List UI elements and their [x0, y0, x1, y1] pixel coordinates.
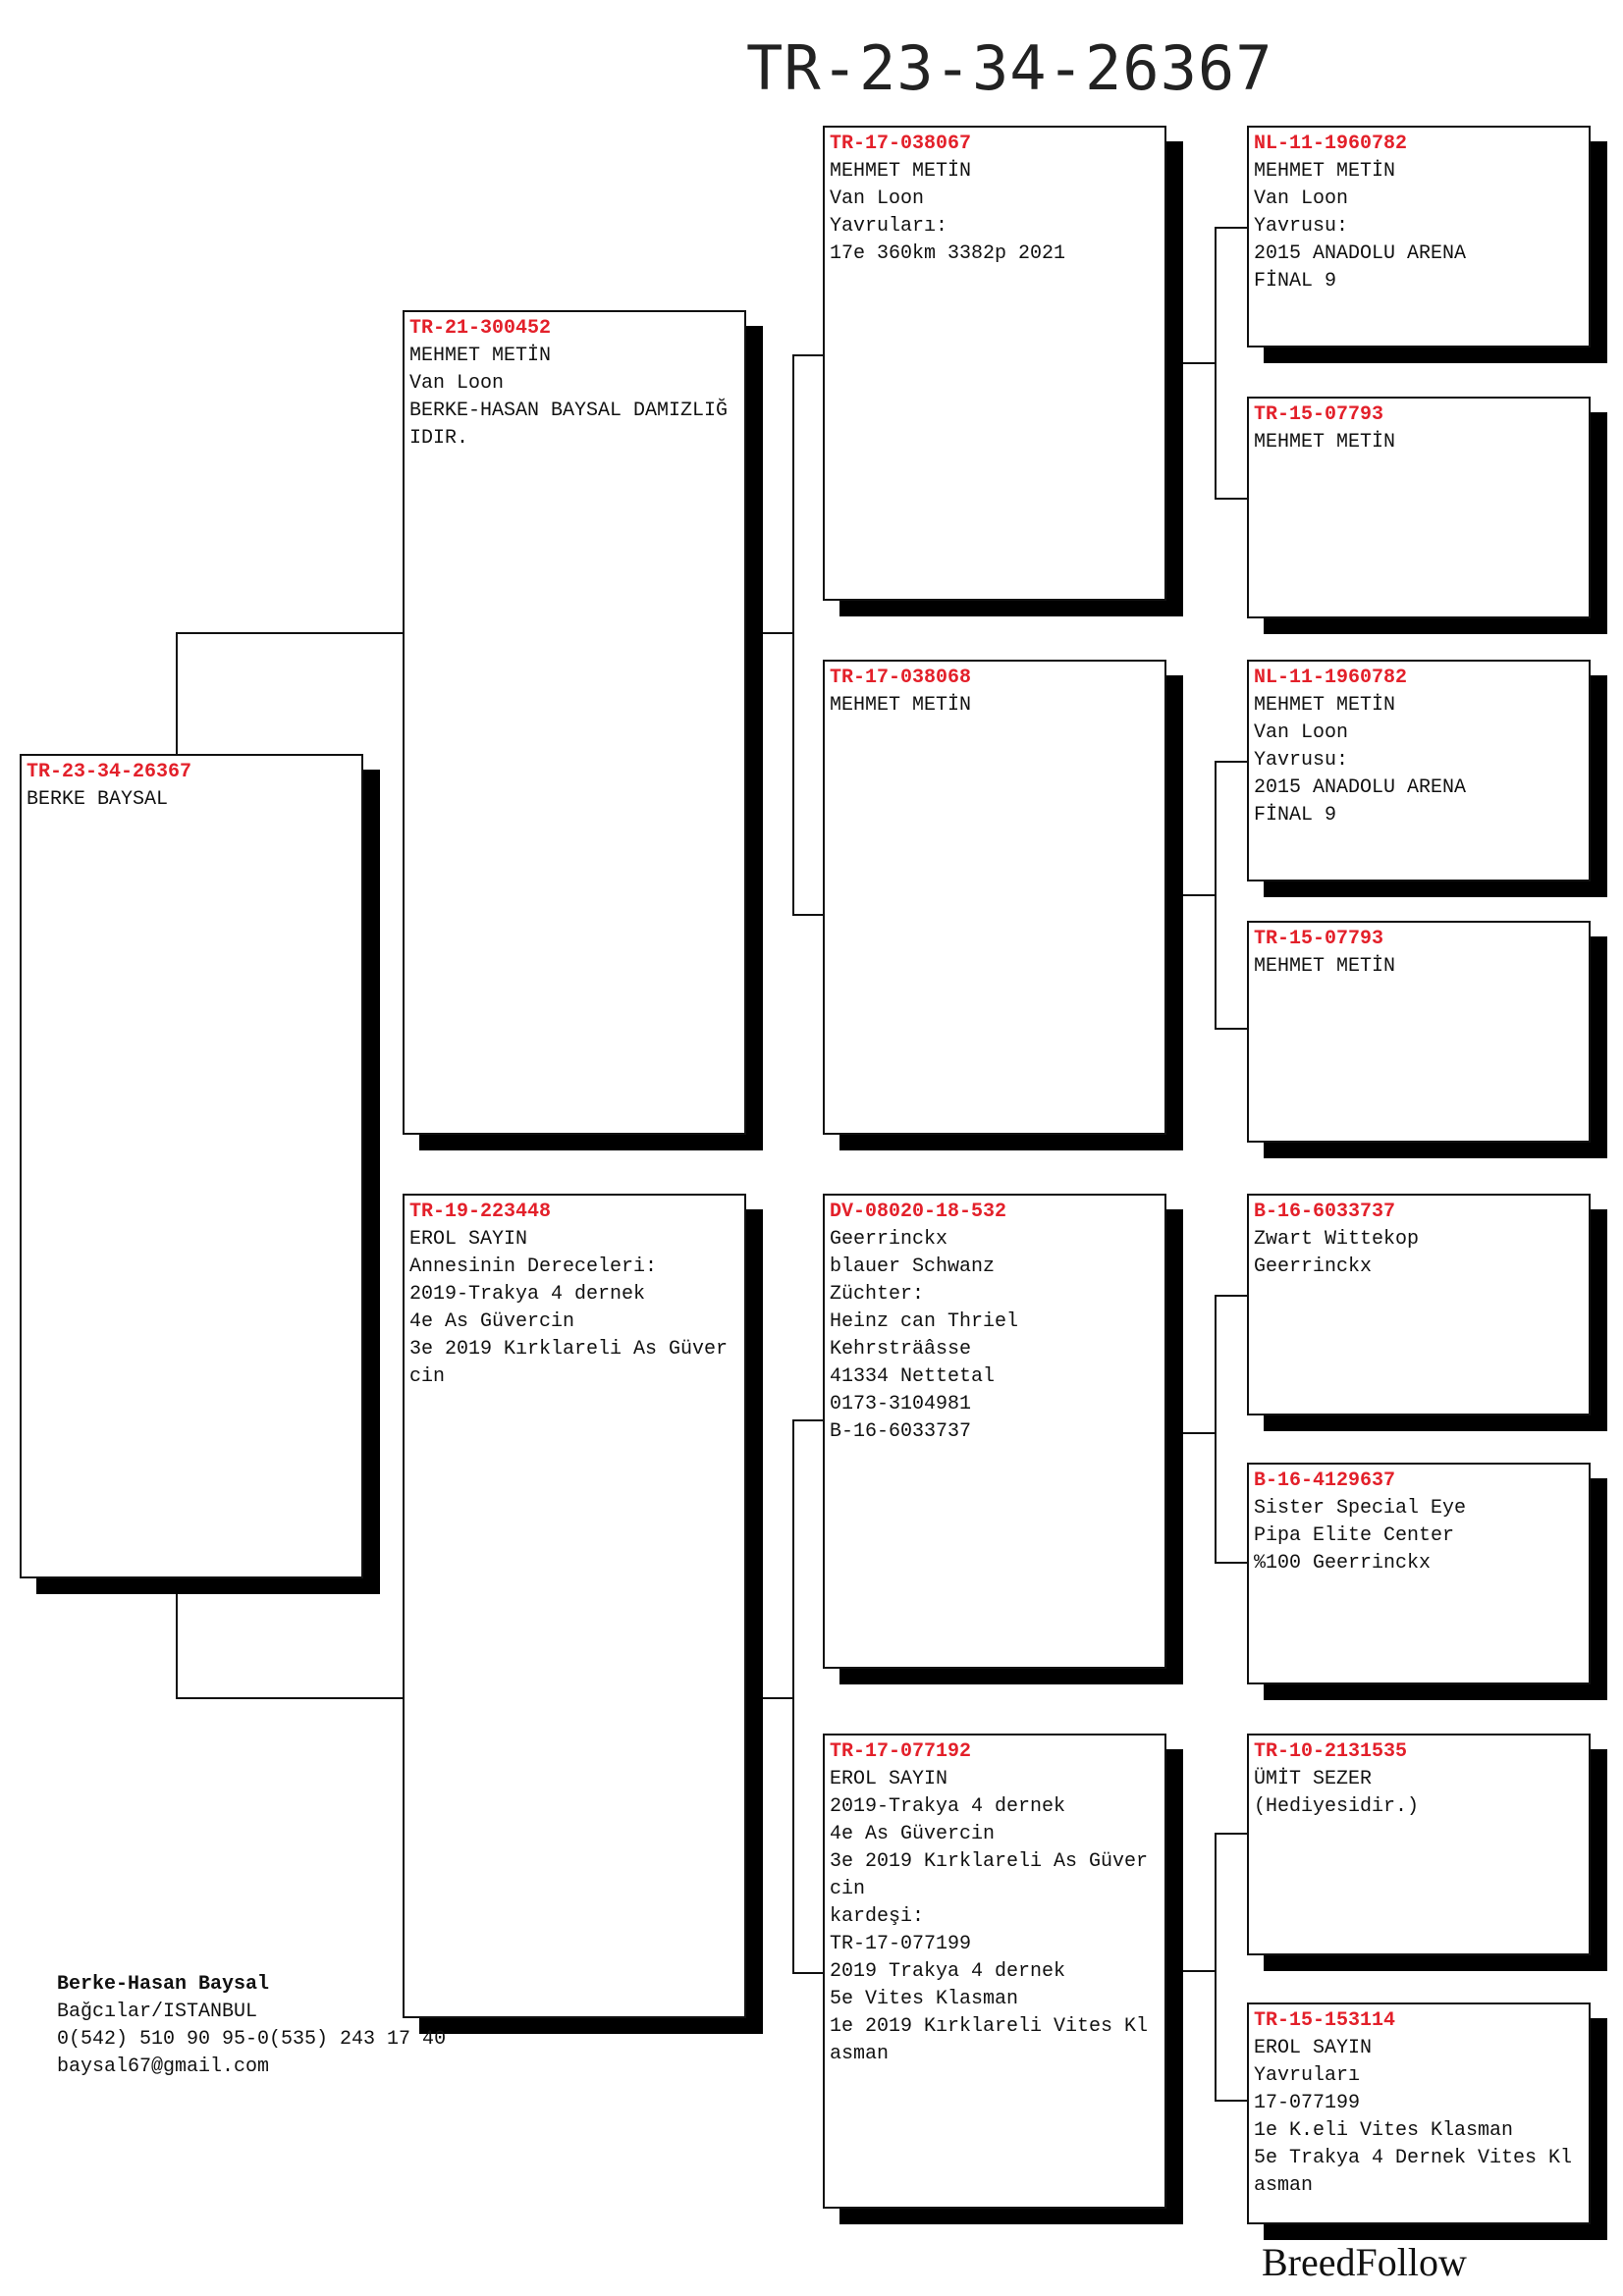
card-line: kardeşi: — [830, 1905, 925, 1928]
card-line: Geerrinckx — [830, 1228, 948, 1251]
pedigree-card-sire — [403, 310, 746, 1135]
ring-number: NL-11-1960782 — [1254, 133, 1408, 155]
card-line: BERKE BAYSAL — [27, 788, 169, 811]
ring-number: TR-17-077192 — [830, 1740, 972, 1763]
card-line: Van Loon — [830, 187, 925, 210]
ring-number: TR-19-223448 — [409, 1201, 552, 1223]
pedigree-card-sd-sire — [1247, 660, 1591, 881]
card-line: Yavruları: — [830, 215, 948, 238]
card-line: 2019 Trakya 4 dernek — [830, 1960, 1066, 1983]
card-line: Pipa Elite Center — [1254, 1524, 1455, 1547]
owner-phone: 0(542) 510 90 95-0(535) 243 17 40 — [57, 2028, 447, 2051]
card-line: Yavrusu: — [1254, 749, 1349, 772]
pedigree-card-ss-sire — [1247, 126, 1591, 347]
pedigree-card-dam-sire — [823, 1194, 1166, 1669]
card-line: ÜMİT SEZER — [1254, 1768, 1373, 1790]
card-line: Yavruları — [1254, 2064, 1361, 2087]
card-line: 0173-3104981 — [830, 1393, 972, 1415]
ring-number: TR-23-34-26367 — [27, 761, 192, 783]
owner-contact-block — [57, 1971, 489, 2081]
pedigree-card-dd-dam — [1247, 2002, 1591, 2224]
card-line: (Hediyesidir.) — [1254, 1795, 1420, 1818]
pedigree-card-ss-dam — [1247, 397, 1591, 618]
ring-number: TR-10-2131535 — [1254, 1740, 1408, 1763]
ring-number: TR-17-038068 — [830, 667, 972, 689]
card-line: 3e 2019 Kırklareli As Güvercin — [409, 1338, 729, 1388]
card-line: MEHMET METİN — [830, 160, 972, 183]
pedigree-card-dam — [403, 1194, 746, 2018]
card-line: 2015 ANADOLU ARENA — [1254, 242, 1467, 265]
card-line: EROL SAYIN — [1254, 2037, 1373, 2059]
ring-number: B-16-6033737 — [1254, 1201, 1396, 1223]
ring-number: B-16-4129637 — [1254, 1469, 1396, 1492]
card-line: Zwart Wittekop — [1254, 1228, 1420, 1251]
card-line: B-16-6033737 — [830, 1420, 972, 1443]
ring-number: TR-21-300452 — [409, 317, 552, 340]
card-line: 2019-Trakya 4 dernek — [830, 1795, 1066, 1818]
pedigree-card-subject — [20, 754, 363, 1578]
card-line: FİNAL 9 — [1254, 270, 1337, 293]
card-line: MEHMET METİN — [830, 694, 972, 717]
card-line: TR-17-077199 — [830, 1933, 972, 1955]
page-title: TR-23-34-26367 — [746, 32, 1273, 104]
card-line: 41334 Nettetal — [830, 1365, 996, 1388]
card-line: 2015 ANADOLU ARENA — [1254, 776, 1467, 799]
card-line: 1e 2019 Kırklareli Vites Klasman — [830, 2015, 1149, 2065]
pedigree-card-sire-dam — [823, 660, 1166, 1135]
card-line: MEHMET METİN — [409, 345, 552, 367]
brand-logo-text: BreedFollow — [1262, 2240, 1467, 2284]
pedigree-card-dd-sire — [1247, 1734, 1591, 1955]
owner-email[interactable]: baysal67@gmail.com — [57, 2056, 270, 2078]
card-line: Sister Special Eye — [1254, 1497, 1467, 1520]
pedigree-card-dam-dam — [823, 1734, 1166, 2209]
card-line: 3e 2019 Kırklareli As Güvercin — [830, 1850, 1149, 1900]
card-line: Yavrusu: — [1254, 215, 1349, 238]
card-line: EROL SAYIN — [409, 1228, 528, 1251]
card-line: 4e As Güvercin — [830, 1823, 996, 1845]
card-line: MEHMET METİN — [1254, 160, 1396, 183]
ring-number: TR-15-07793 — [1254, 928, 1384, 950]
card-line: Geerrinckx — [1254, 1255, 1373, 1278]
owner-name: Berke-Hasan Baysal — [57, 1973, 270, 1996]
card-line: blauer Schwanz — [830, 1255, 996, 1278]
ring-number: TR-15-153114 — [1254, 2009, 1396, 2032]
ring-number: DV-08020-18-532 — [830, 1201, 1007, 1223]
card-line: %100 Geerrinckx — [1254, 1552, 1432, 1575]
card-line: Züchter: — [830, 1283, 925, 1306]
card-line: 5e Trakya 4 Dernek Vites Klasman — [1254, 2147, 1573, 2197]
card-line: 1e K.eli Vites Klasman — [1254, 2119, 1514, 2142]
card-line: 17e 360km 3382p 2021 — [830, 242, 1066, 265]
card-line: 5e Vites Klasman — [830, 1988, 1019, 2010]
card-line: BERKE-HASAN BAYSAL DAMIZLIĞIDIR. — [409, 400, 729, 450]
card-line: Van Loon — [409, 372, 505, 395]
pedigree-card-sire-sire — [823, 126, 1166, 601]
card-line: Kehrsträâsse — [830, 1338, 972, 1361]
card-line: MEHMET METİN — [1254, 955, 1396, 978]
card-line: Van Loon — [1254, 721, 1349, 744]
card-line: 2019-Trakya 4 dernek — [409, 1283, 646, 1306]
pedigree-card-sd-dam — [1247, 921, 1591, 1143]
card-line: 17-077199 — [1254, 2092, 1361, 2114]
card-line: Annesinin Dereceleri: — [409, 1255, 658, 1278]
card-line: MEHMET METİN — [1254, 431, 1396, 454]
owner-location: Bağcılar/ISTANBUL — [57, 2001, 258, 2023]
ring-number: TR-17-038067 — [830, 133, 972, 155]
card-line: MEHMET METİN — [1254, 694, 1396, 717]
card-line: Van Loon — [1254, 187, 1349, 210]
ring-number: NL-11-1960782 — [1254, 667, 1408, 689]
card-line: 4e As Güvercin — [409, 1310, 575, 1333]
card-line: FİNAL 9 — [1254, 804, 1337, 827]
card-line: EROL SAYIN — [830, 1768, 948, 1790]
pedigree-card-ds-dam — [1247, 1463, 1591, 1684]
pedigree-card-ds-sire — [1247, 1194, 1591, 1415]
card-line: Heinz can Thriel — [830, 1310, 1019, 1333]
ring-number: TR-15-07793 — [1254, 403, 1384, 426]
